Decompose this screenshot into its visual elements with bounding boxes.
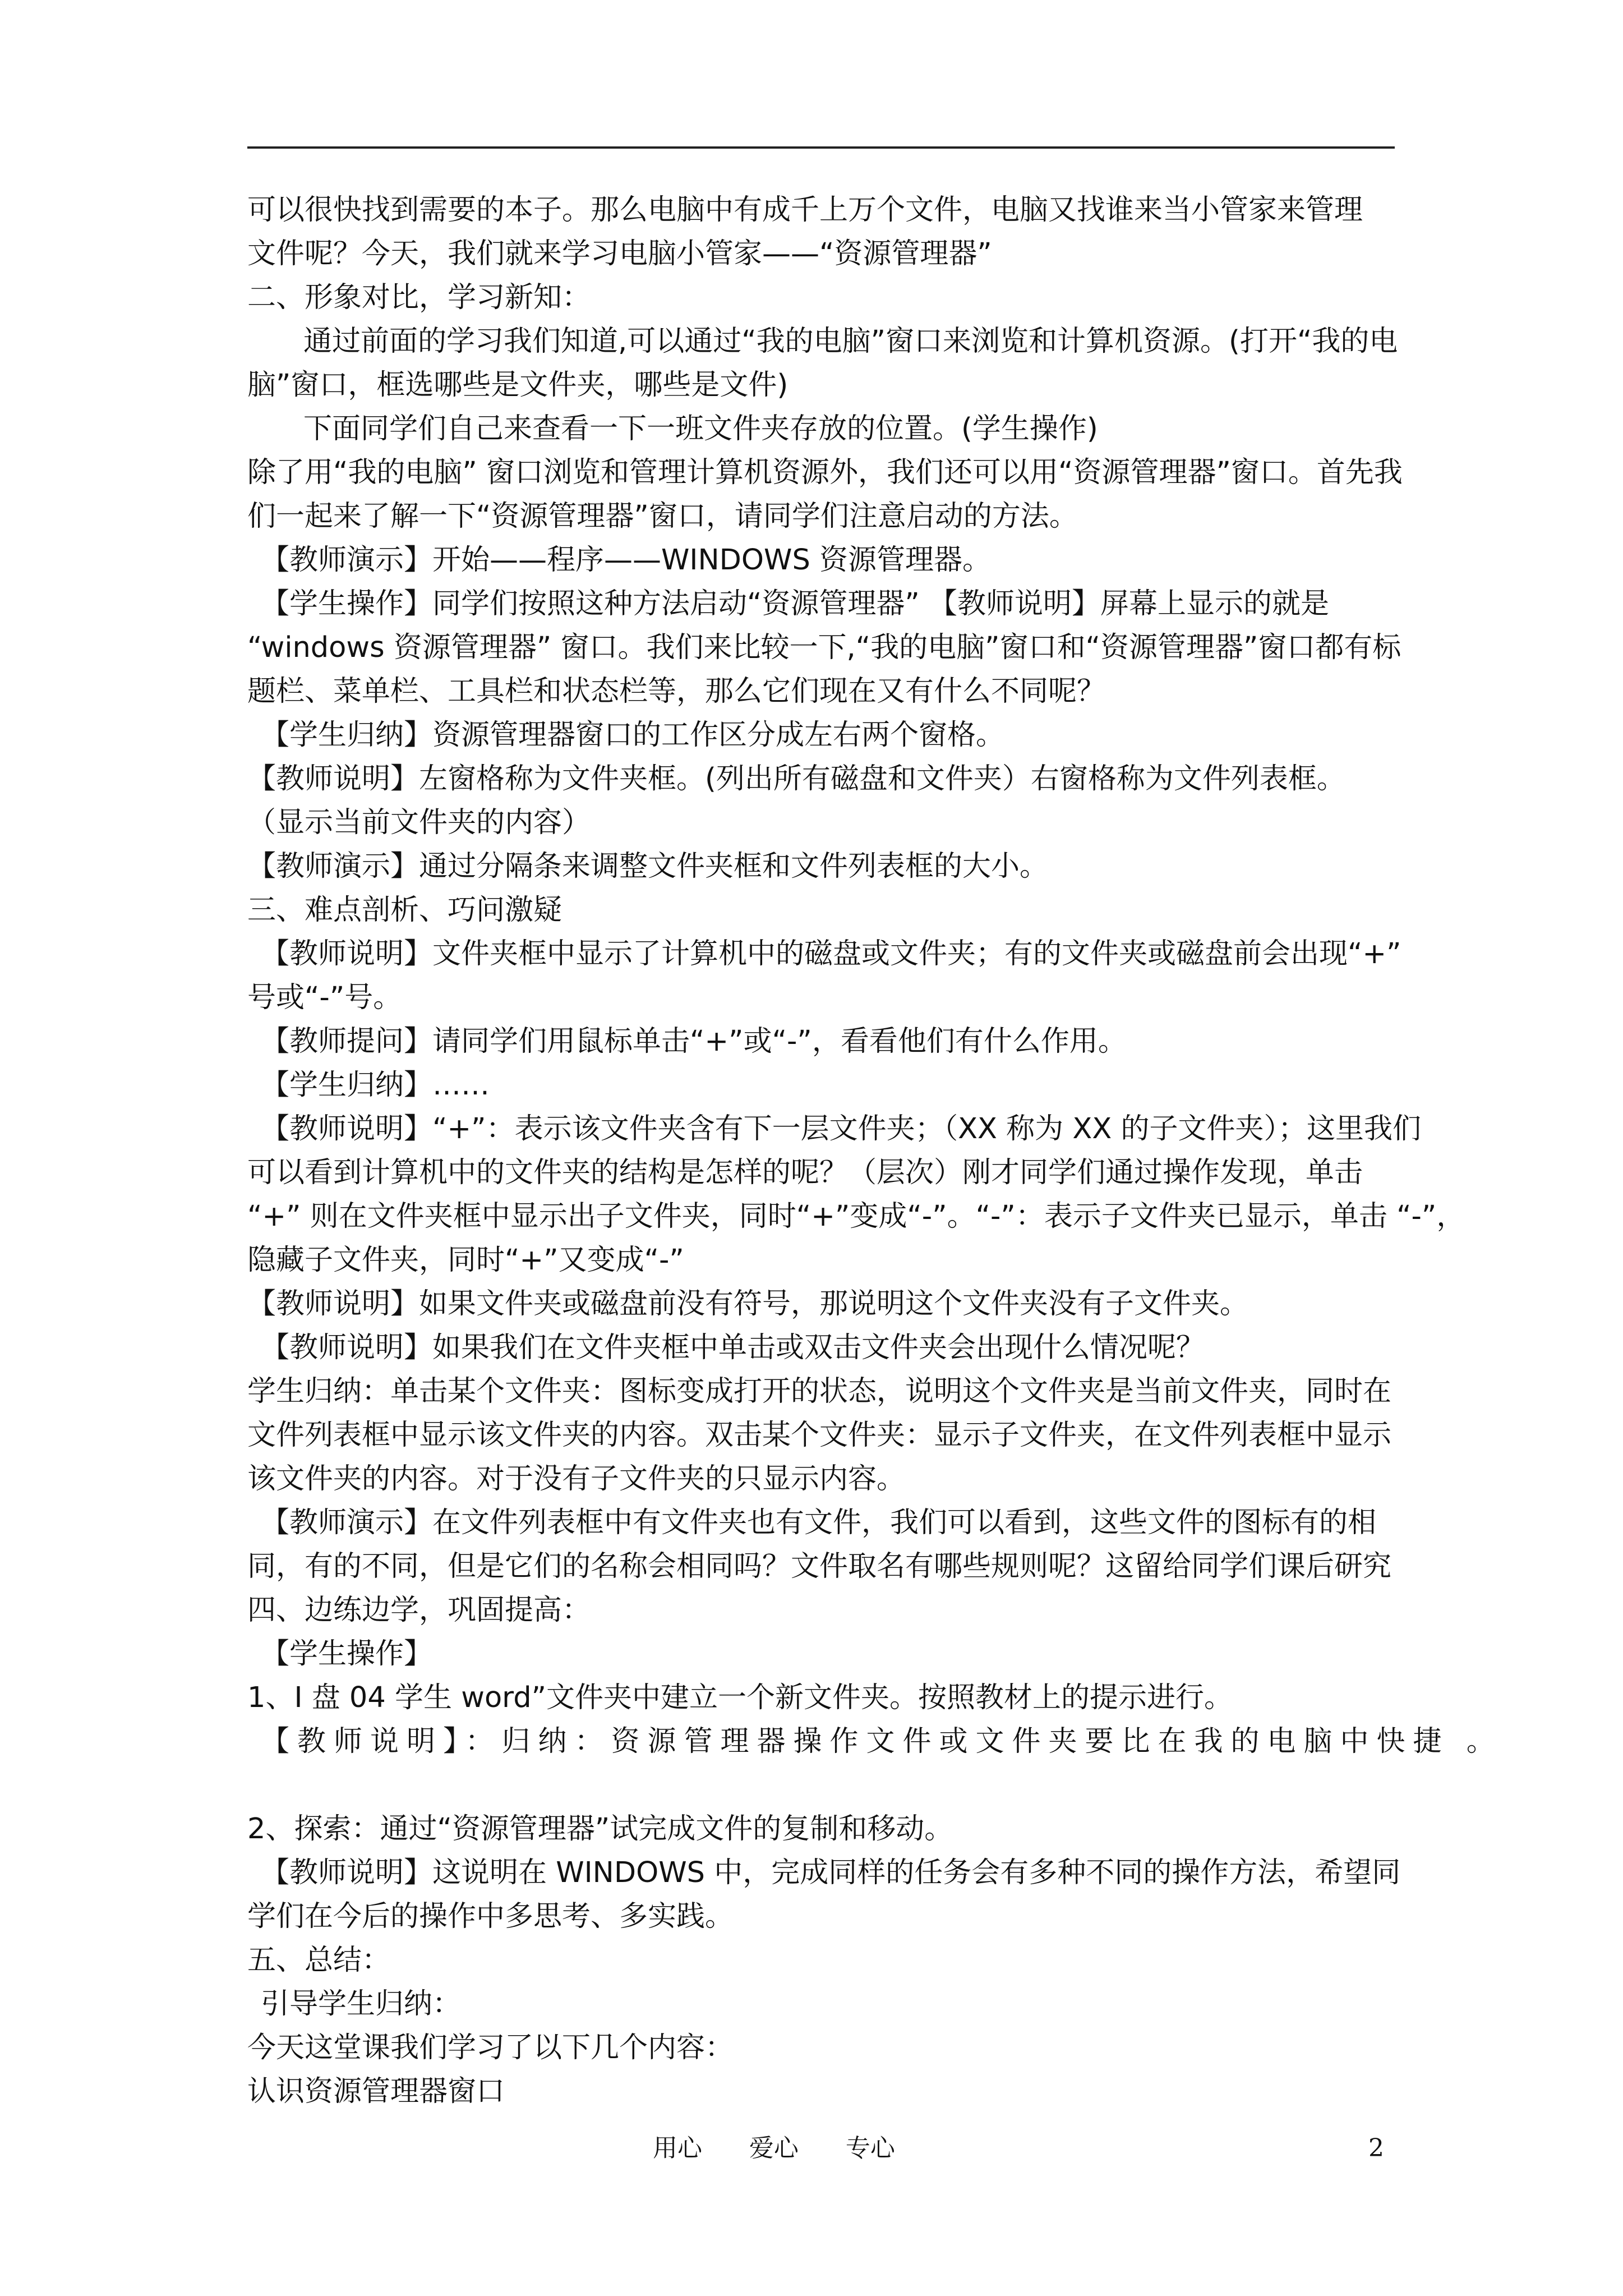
- header-rule: [247, 146, 1395, 149]
- text-line-11: “windows 资源管理器” 窗口。我们来比较一下,“我的电脑”窗口和“资源管理器”窗口都有标: [247, 631, 1401, 664]
- text-line-25: 隐藏子文件夹，同时“+”又变成“-”: [247, 1244, 684, 1277]
- text-line-38: 2、探索：通过“资源管理器”试完成文件的复制和移动。: [247, 1812, 953, 1846]
- text-line-31: 【教师演示】在文件列表框中有文件夹也有文件，我们可以看到，这些文件的图标有的相: [261, 1506, 1377, 1539]
- text-line-8: 们一起来了解一下“资源管理器”窗口，请同学们注意启动的方法。: [247, 500, 1078, 533]
- text-line-14: 【教师说明】左窗格称为文件夹框。(列出所有磁盘和文件夹）右窗格称为文件列表框。: [247, 762, 1345, 795]
- text-line-4: 通过前面的学习我们知道,可以通过“我的电脑”窗口来浏览和计算机资源。(打开“我的电: [303, 325, 1398, 358]
- text-line-35: 1、I 盘 04 学生 word”文件夹中建立一个新文件夹。按照教材上的提示进行。: [247, 1681, 1233, 1714]
- text-line-42: 引导学生归纳：: [261, 1987, 462, 2021]
- text-line-40: 学们在今后的操作中多思考、多实践。: [247, 1900, 734, 1933]
- text-line-39: 【教师说明】这说明在 WINDOWS 中，完成同样的任务会有多种不同的操作方法，希望同: [261, 1856, 1401, 1889]
- section-heading-3: 三、难点剖析、巧问激疑: [247, 894, 562, 927]
- text-line-34: 【学生操作】: [261, 1637, 433, 1671]
- text-line-18: 【教师说明】文件夹框中显示了计算机中的磁盘或文件夹；有的文件夹或磁盘前会出现“+”: [261, 937, 1401, 970]
- text-line-9: 【教师演示】开始——程序——WINDOWS 资源管理器。: [261, 544, 992, 577]
- text-line-10: 【学生操作】同学们按照这种方法启动“资源管理器” 【教师说明】屏幕上显示的就是: [261, 587, 1330, 620]
- text-line-43: 今天这堂课我们学习了以下几个内容：: [247, 2031, 734, 2064]
- text-line-36: 【教师说明】：归纳：资源管理器操作文件或文件夹要比在我的电脑中快捷 。: [261, 1725, 1503, 1758]
- text-line-7: 除了用“我的电脑” 窗口浏览和管理计算机资源外，我们还可以用“资源管理器”窗口。首先我: [247, 456, 1403, 489]
- text-line-15: （显示当前文件夹的内容）: [247, 806, 591, 839]
- text-line-23: 可以看到计算机中的文件夹的结构是怎样的呢？（层次）刚才同学们通过操作发现，单击: [247, 1156, 1363, 1189]
- footer-motto: 用心 爱心 专心: [653, 2134, 895, 2162]
- blank-line: [247, 1764, 1397, 1807]
- text-line-12: 题栏、菜单栏、工具栏和状态栏等，那么它们现在又有什么不同呢？: [247, 675, 1106, 708]
- text-line-44: 认识资源管理器窗口: [247, 2075, 505, 2108]
- text-line-19: 号或“-”号。: [247, 981, 402, 1014]
- text-line-22: 【教师说明】“+”：表示该文件夹含有下一层文件夹；（XX 称为 XX 的子文件夹）；这里我们: [261, 1112, 1421, 1145]
- section-heading-5: 五、总结：: [247, 1944, 391, 1977]
- section-heading-2: 二、形象对比，学习新知：: [247, 281, 591, 314]
- text-line-28: 学生归纳：单击某个文件夹：图标变成打开的状态，说明这个文件夹是当前文件夹，同时在: [247, 1375, 1392, 1408]
- text-line-21: 【学生归纳】……: [261, 1069, 490, 1102]
- text-line-16: 【教师演示】通过分隔条来调整文件夹框和文件列表框的大小。: [247, 850, 1049, 883]
- text-line-27: 【教师说明】如果我们在文件夹框中单击或双击文件夹会出现什么情况呢？: [261, 1331, 1205, 1364]
- text-line-13: 【学生归纳】资源管理器窗口的工作区分成左右两个窗格。: [261, 719, 1005, 752]
- text-line-1: 可以很快找到需要的本子。那么电脑中有成千上万个文件，电脑又找谁来当小管家来管理: [247, 194, 1363, 227]
- text-line-30: 该文件夹的内容。对于没有子文件夹的只显示内容。: [247, 1462, 906, 1496]
- text-line-29: 文件列表框中显示该文件夹的内容。双击某个文件夹：显示子文件夹，在文件列表框中显示: [247, 1419, 1392, 1452]
- page-number: 2: [1368, 2134, 1384, 2162]
- page-footer: [0, 2129, 1623, 2168]
- text-line-6: 下面同学们自己来查看一下一班文件夹存放的位置。(学生操作): [303, 412, 1098, 445]
- text-line-20: 【教师提问】请同学们用鼠标单击“+”或“-”，看看他们有什么作用。: [261, 1025, 1127, 1058]
- text-line-24: “+” 则在文件夹框中显示出子文件夹，同时“+”变成“-”。“-”：表示子文件夹已显示，单击 “-”，: [247, 1200, 1465, 1233]
- section-heading-4: 四、边练边学，巩固提高：: [247, 1594, 591, 1627]
- text-line-26: 【教师说明】如果文件夹或磁盘前没有符号，那说明这个文件夹没有子文件夹。: [247, 1287, 1249, 1320]
- text-line-32: 同，有的不同，但是它们的名称会相同吗？文件取名有哪些规则呢？这留给同学们课后研究: [247, 1550, 1392, 1583]
- text-line-5: 脑”窗口，框选哪些是文件夹，哪些是文件): [247, 369, 789, 402]
- document-body: [247, 188, 1503, 2114]
- text-line-2: 文件呢？今天，我们就来学习电脑小管家——“资源管理器”: [247, 237, 992, 270]
